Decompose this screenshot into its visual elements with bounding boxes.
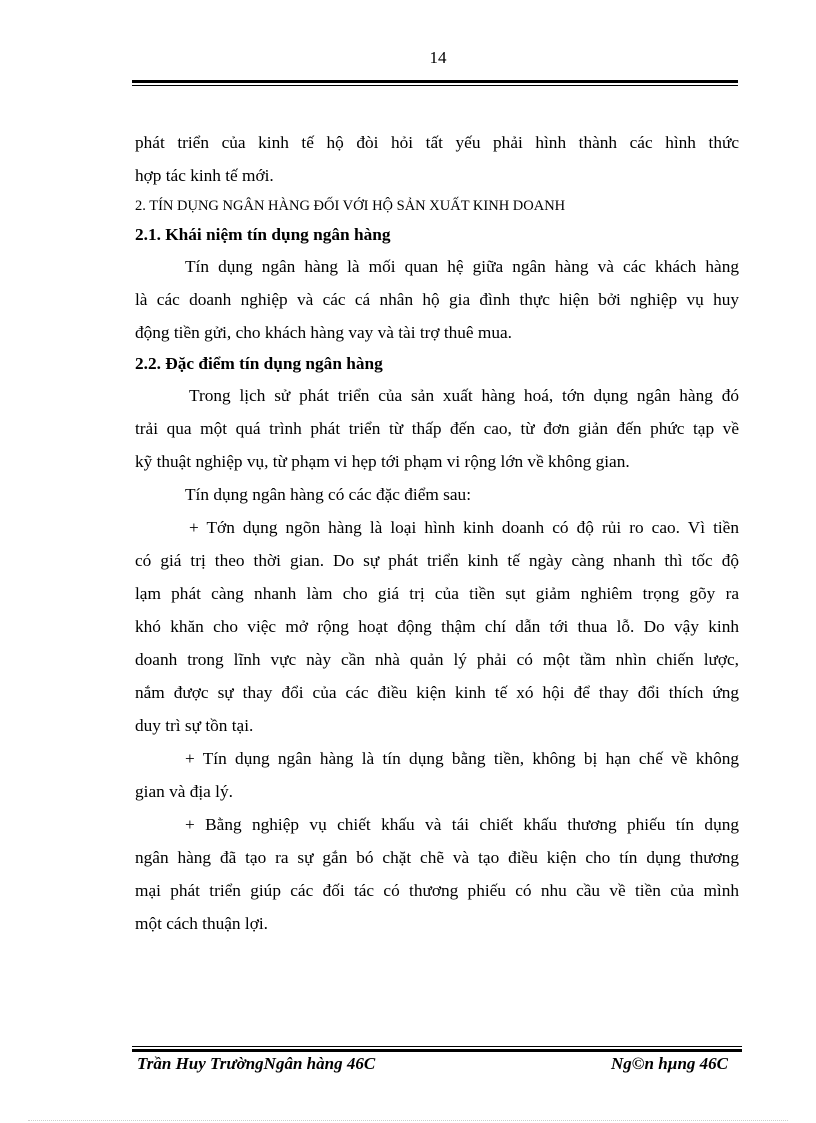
text-line: + Tớn dụng ngõn hàng là loại hình kinh doanh có độ rủi ro cao. Vì tiền bbox=[189, 518, 739, 537]
subsection-heading-concept: 2.1. Khái niệm tín dụng ngân hàng bbox=[135, 225, 391, 244]
text-line: Tín dụng ngân hàng là mối quan hệ giữa ngân hàng và các khách hàng bbox=[185, 257, 739, 276]
text-line: một cách thuận lợi. bbox=[135, 914, 268, 933]
text-line: mại phát triển giúp các đối tác có thương phiếu có nhu cầu về tiền của mình bbox=[135, 881, 739, 900]
text-line: + Bằng nghiệp vụ chiết khấu và tái chiết khấu thương phiếu tín dụng bbox=[185, 815, 739, 834]
text-line: + Tín dụng ngân hàng là tín dụng bằng tiền, không bị hạn chế về không bbox=[185, 749, 739, 768]
paragraph-risk bbox=[135, 511, 739, 742]
text-line: kỹ thuật nghiệp vụ, từ phạm vi hẹp tới phạm vi rộng lớn về không gian. bbox=[135, 452, 630, 471]
text-line: là các doanh nghiệp và các cá nhân hộ gia đình thực hiện bởi nghiệp vụ huy bbox=[135, 290, 739, 309]
page-edge-divider bbox=[28, 1120, 788, 1121]
header-rule-thin bbox=[132, 85, 738, 86]
header-rule-thick bbox=[132, 80, 738, 83]
text-line: gian và địa lý. bbox=[135, 782, 233, 801]
page-number: 14 bbox=[429, 48, 447, 67]
footer-rule-thin bbox=[132, 1046, 742, 1047]
footer-author: Trần Huy TrườngNgân hàng 46C bbox=[137, 1054, 376, 1073]
paragraph-concept bbox=[135, 250, 739, 349]
text-line: phát triển của kinh tế hộ đòi hỏi tất yếu phải hình thành các hình thức bbox=[135, 133, 739, 152]
paragraph-discount bbox=[135, 808, 739, 940]
text-line: nắm được sự thay đổi của các điều kiện kinh tế xó hội để thay đổi thích ứng bbox=[135, 683, 739, 702]
text-line: lạm phát càng nhanh làm cho giá trị của tiền sụt giảm nghiêm trọng gõy ra bbox=[135, 584, 739, 603]
text-line: ngân hàng đã tạo ra sự gắn bó chặt chẽ và tạo điều kiện cho tín dụng thương bbox=[135, 848, 739, 867]
footer-rule-thick bbox=[132, 1049, 742, 1052]
subsection-heading-characteristics: 2.2. Đặc điểm tín dụng ngân hàng bbox=[135, 354, 383, 373]
footer-class: Ng©n hµng 46C bbox=[611, 1054, 728, 1073]
document-body bbox=[135, 126, 739, 940]
text-line: trải qua một quá trình phát triển từ thấp đến cao, từ đơn giản đến phức tạp về bbox=[135, 419, 739, 438]
paragraph-money-credit bbox=[135, 742, 739, 808]
text-line: Trong lịch sử phát triển của sản xuất hàng hoá, tớn dụng ngân hàng đó bbox=[189, 386, 739, 405]
text-line: doanh trong lĩnh vực này cần nhà quản lý phải có một tầm nhìn chiến lược, bbox=[135, 650, 739, 669]
text-line: khó khăn cho việc mở rộng hoạt động thậm chí dẫn tới thua lỗ. Do vậy kinh bbox=[135, 617, 739, 636]
text-line: duy trì sự tồn tại. bbox=[135, 716, 254, 735]
text-line: hợp tác kinh tế mới. bbox=[135, 166, 274, 185]
paragraph-history bbox=[135, 379, 739, 478]
paragraph-intro-continued bbox=[135, 126, 739, 192]
paragraph-characteristics-intro: Tín dụng ngân hàng có các đặc điểm sau: bbox=[185, 485, 472, 504]
text-line: động tiền gửi, cho khách hàng vay và tài trợ thuê mua. bbox=[135, 323, 512, 342]
section-heading: 2. TÍN DỤNG NGÂN HÀNG ĐỐI VỚI HỘ SẢN XUẤT KINH DOANH bbox=[135, 198, 566, 214]
text-line: có giá trị theo thời gian. Do sự phát triển kinh tế ngày càng nhanh thì tốc độ bbox=[135, 551, 739, 570]
